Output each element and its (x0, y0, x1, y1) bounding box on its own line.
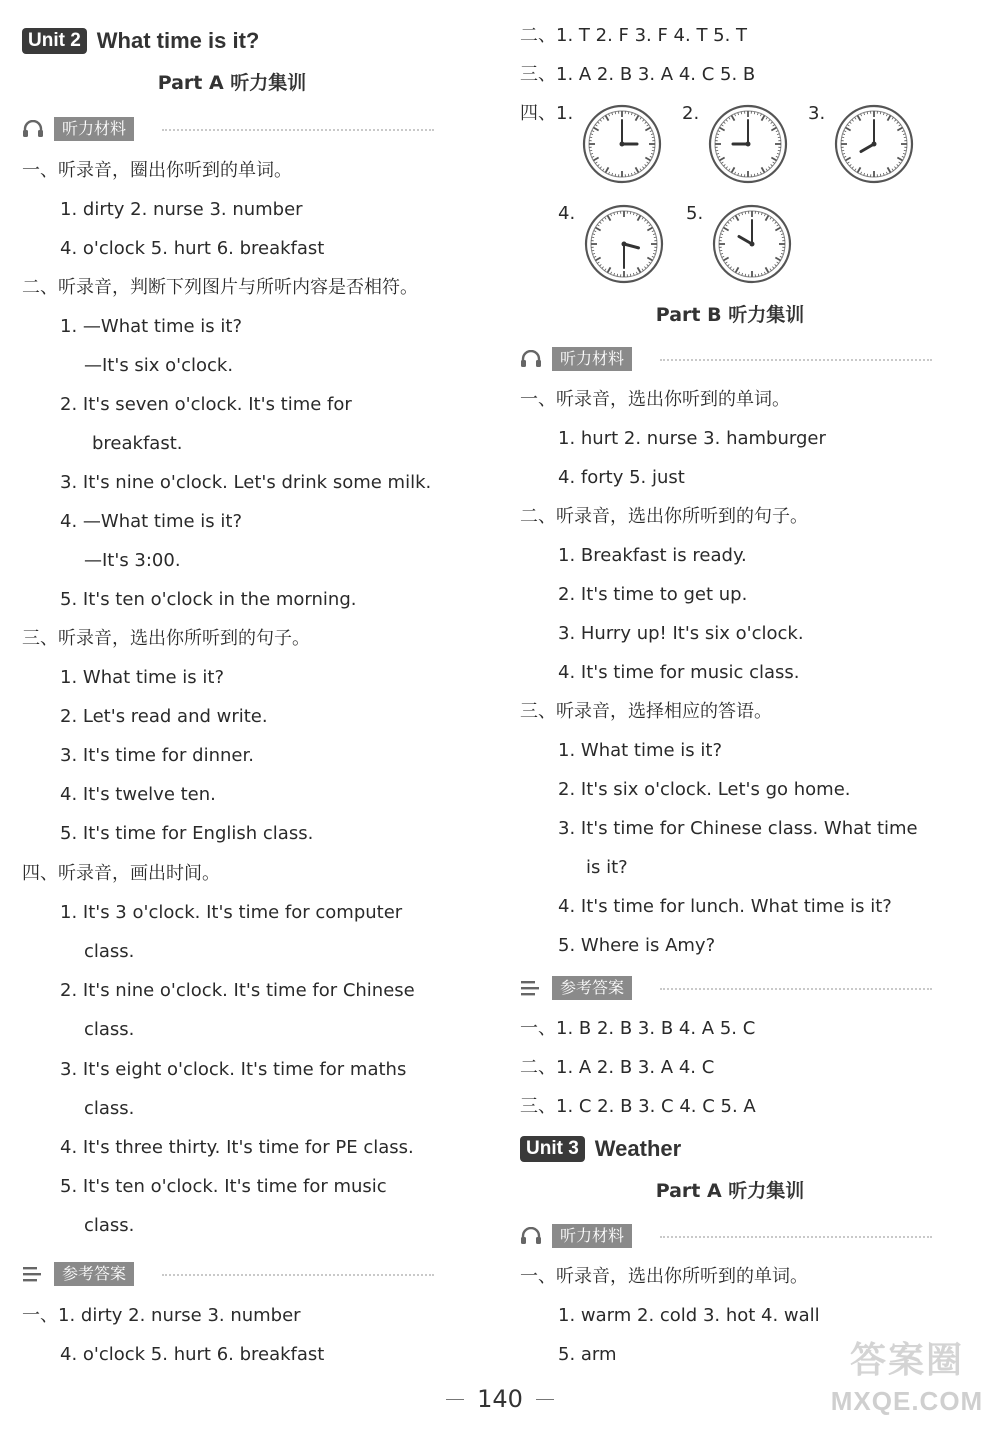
clock-label: 四、1. (520, 103, 574, 124)
section-label: 听力材料 (54, 117, 134, 141)
part-title: Part A 听力集训 (157, 72, 307, 94)
text-line: 2. It's six o'clock. Let's go home. (558, 779, 851, 800)
section-label: 参考答案 (54, 1262, 134, 1286)
minute-tick (758, 212, 759, 214)
answer-line: 一、1. B 2. B 3. B 4. A 5. C (520, 1018, 756, 1039)
text-line: —It's six o'clock. (84, 355, 234, 376)
minute-tick (904, 137, 906, 138)
minute-tick (720, 250, 722, 251)
text-line: 4. It's three thirty. It's time for PE class. (60, 1137, 414, 1158)
part-title: Part A 听力集训 (655, 1180, 805, 1202)
minute-tick (758, 274, 759, 276)
minute-tick (842, 137, 844, 138)
text-line: 1. What time is it? (60, 667, 225, 688)
text-line: 一、听录音，圈出你听到的单词。 (22, 160, 292, 181)
text-line: 2. It's nine o'clock. It's time for Chinese (60, 980, 415, 1001)
minute-tick (654, 250, 656, 251)
answer-list-icon (22, 1265, 44, 1283)
answer-line: 三、1. C 2. B 3. C 4. C 5. A (520, 1096, 756, 1117)
clock-face-icon (582, 104, 662, 184)
text-line: 1. What time is it? (558, 740, 723, 761)
text-line: 4. It's time for lunch. What time is it? (558, 896, 892, 917)
text-line: 三、听录音，选择相应的答语。 (520, 701, 772, 722)
minute-tick (617, 212, 618, 214)
clock-center (746, 142, 751, 147)
section-header-answer (520, 976, 932, 1000)
section-label: 听力材料 (552, 347, 632, 371)
text-line: 三、听录音，选出你所听到的句子。 (22, 628, 310, 649)
text-line: 4. It's time for music class. (558, 662, 800, 683)
dotted-divider (660, 1236, 932, 1238)
text-line: 1. warm 2. cold 3. hot 4. wall (558, 1305, 820, 1326)
text-line: 二、听录音，判断下列图片与所听内容是否相符。 (22, 277, 418, 298)
minute-tick (590, 137, 592, 138)
minute-tick (904, 150, 906, 151)
minute-tick (778, 137, 780, 138)
text-line: 4. forty 5. just (558, 467, 685, 488)
answer-line: 三、1. A 2. B 3. A 4. C 5. B (520, 64, 756, 85)
text-line: 2. It's time to get up. (558, 584, 748, 605)
text-line: 5. arm (558, 1344, 617, 1365)
headphones-icon (520, 350, 542, 368)
minute-tick (745, 274, 746, 276)
unit-title: Weather (594, 1136, 682, 1161)
text-line: 4. It's twelve ten. (60, 784, 216, 805)
text-line: 一、听录音，选出你所听到的单词。 (520, 1266, 808, 1287)
minute-tick (741, 174, 742, 176)
text-line: 1. It's 3 o'clock. It's time for computer (60, 902, 403, 923)
minute-tick (617, 274, 618, 276)
answer-line: 一、1. dirty 2. nurse 3. number (22, 1305, 301, 1326)
minute-tick (615, 174, 616, 176)
minute-tick (592, 237, 594, 238)
minute-tick (880, 112, 881, 114)
minute-tick (754, 112, 755, 114)
minute-tick (745, 212, 746, 214)
text-line: 二、听录音，选出你所听到的句子。 (520, 506, 808, 527)
clock-center (872, 142, 877, 147)
text-line: 5. It's ten o'clock. It's time for music (60, 1176, 387, 1197)
answer-line: 4. o'clock 5. hurt 6. breakfast (60, 1344, 325, 1365)
clock-label: 5. (686, 203, 704, 224)
answer-line: 二、1. T 2. F 3. F 4. T 5. T (520, 25, 748, 46)
minute-tick (880, 174, 881, 176)
minute-tick (716, 150, 718, 151)
text-line: 1. —What time is it? (60, 316, 243, 337)
page-number: 140 (440, 1384, 560, 1414)
text-line: is it? (586, 857, 628, 878)
unit-3-heading (520, 1136, 681, 1164)
text-line: 3. It's nine o'clock. Let's drink some milk. (60, 472, 432, 493)
minute-tick (720, 237, 722, 238)
section-header-answer (22, 1262, 434, 1286)
minute-tick (592, 250, 594, 251)
dotted-divider (660, 359, 932, 361)
text-line: class. (84, 1098, 135, 1119)
text-line: class. (84, 1019, 135, 1040)
text-line: breakfast. (92, 433, 183, 454)
minute-tick (782, 237, 784, 238)
minute-tick (842, 150, 844, 151)
minute-tick (628, 112, 629, 114)
headphones-icon (22, 120, 44, 138)
text-line: —It's 3:00. (84, 550, 181, 571)
text-line: 2. Let's read and write. (60, 706, 268, 727)
text-line: class. (84, 941, 135, 962)
headphones-icon (520, 1227, 542, 1245)
clock-label: 2. (682, 103, 700, 124)
unit-badge: Unit 2 (22, 28, 87, 54)
part-title: Part B 听力集训 (655, 304, 805, 326)
text-line: 3. Hurry up! It's six o'clock. (558, 623, 804, 644)
section-header-material (520, 1224, 932, 1248)
clock-face-icon (834, 104, 914, 184)
dotted-divider (660, 988, 932, 990)
text-line: 5. It's ten o'clock in the morning. (60, 589, 357, 610)
text-line: 3. It's time for Chinese class. What time (558, 818, 918, 839)
minute-tick (630, 212, 631, 214)
text-line: 1. dirty 2. nurse 3. number (60, 199, 303, 220)
clock-center (622, 242, 627, 247)
text-line: 3. It's time for dinner. (60, 745, 254, 766)
minute-tick (754, 174, 755, 176)
text-line: class. (84, 1215, 135, 1236)
text-line: 5. It's time for English class. (60, 823, 314, 844)
text-line: 四、听录音，画出时间。 (22, 863, 220, 884)
unit-badge: Unit 3 (520, 1136, 585, 1162)
answer-list-icon (520, 979, 542, 997)
text-line: 2. It's seven o'clock. It's time for (60, 394, 352, 415)
section-label: 参考答案 (552, 976, 632, 1000)
unit-title: What time is it? (96, 28, 260, 53)
section-label: 听力材料 (552, 1224, 632, 1248)
minute-tick (590, 150, 592, 151)
minute-tick (716, 137, 718, 138)
dotted-divider (162, 129, 434, 131)
clock-face-icon (584, 204, 664, 284)
text-line: 1. Breakfast is ready. (558, 545, 747, 566)
text-line: 4. o'clock 5. hurt 6. breakfast (60, 238, 325, 259)
minute-tick (652, 137, 654, 138)
minute-tick (630, 274, 631, 276)
watermark-logo (822, 1340, 992, 1424)
minute-tick (615, 112, 616, 114)
minute-tick (782, 250, 784, 251)
minute-tick (867, 174, 868, 176)
unit-2-heading (22, 28, 259, 56)
minute-tick (778, 150, 780, 151)
text-line: 1. hurt 2. nurse 3. hamburger (558, 428, 826, 449)
clock-label: 3. (808, 103, 826, 124)
section-header-material (520, 347, 932, 371)
clock-center (750, 242, 755, 247)
minute-tick (628, 174, 629, 176)
clock-face-icon (712, 204, 792, 284)
watermark-text: 答案圈 (849, 1340, 964, 1381)
watermark-url: MXQE.COM (830, 1386, 984, 1416)
text-line: 4. —What time is it? (60, 511, 243, 532)
minute-tick (867, 112, 868, 114)
dotted-divider (162, 1274, 434, 1276)
minute-tick (741, 112, 742, 114)
section-header-material (22, 117, 434, 141)
text-line: 3. It's eight o'clock. It's time for maths (60, 1059, 407, 1080)
minute-tick (654, 237, 656, 238)
text-line: 一、听录音，选出你听到的单词。 (520, 389, 790, 410)
minute-tick (652, 150, 654, 151)
text-line: 5. Where is Amy? (558, 935, 716, 956)
answer-line: 二、1. A 2. B 3. A 4. C (520, 1057, 715, 1078)
clock-label: 4. (558, 203, 576, 224)
clock-center (620, 142, 625, 147)
clock-face-icon (708, 104, 788, 184)
